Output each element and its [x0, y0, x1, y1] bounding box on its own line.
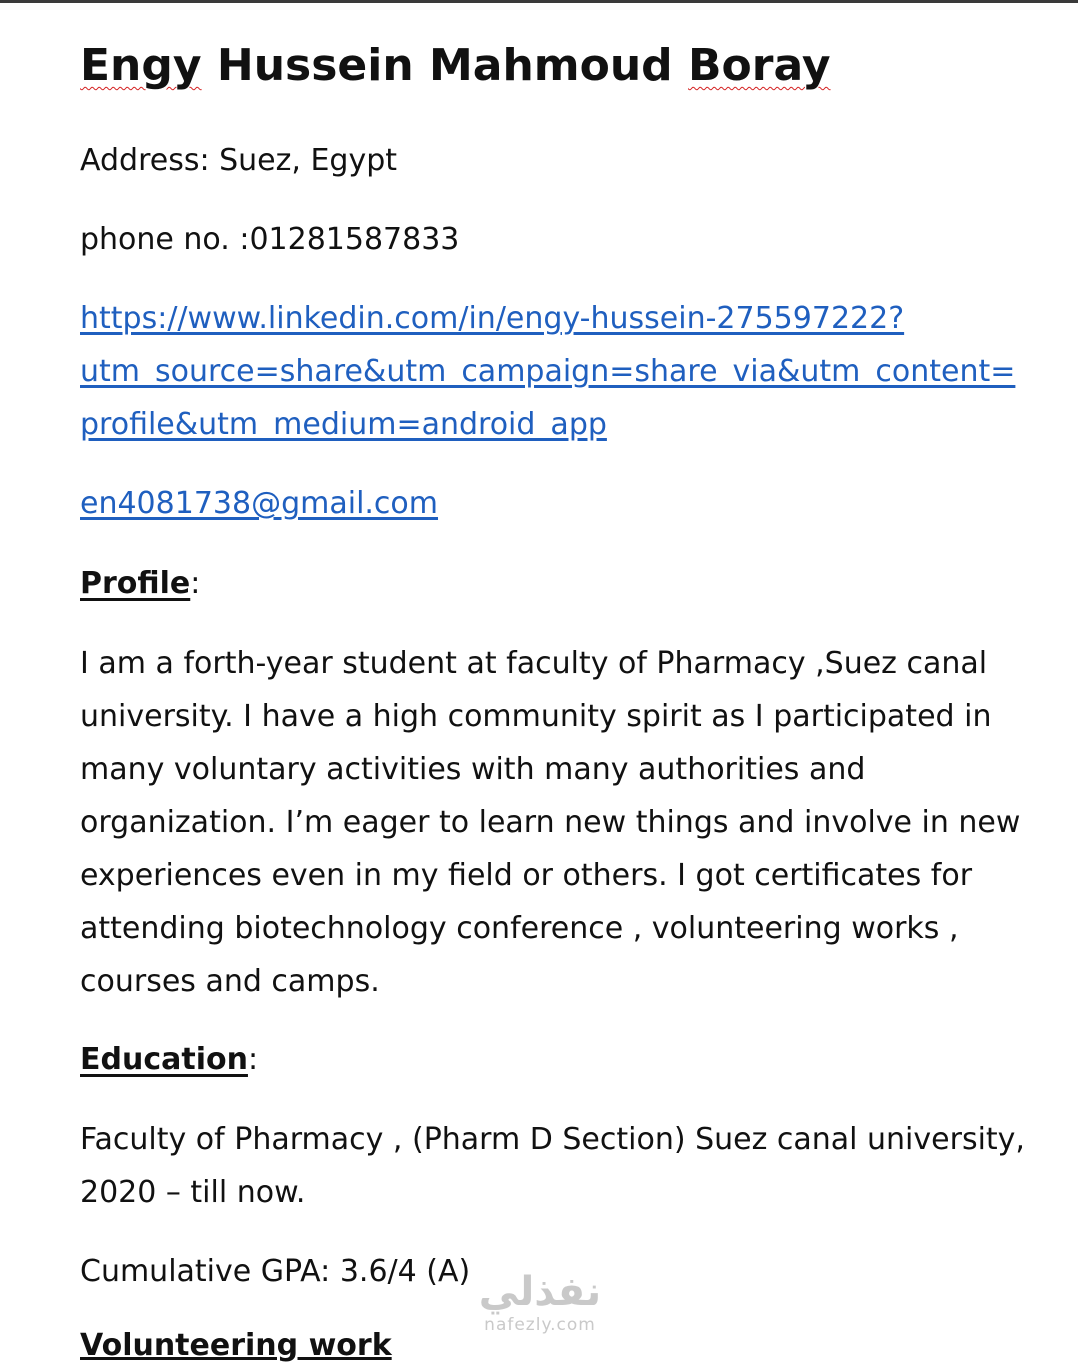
linkedin-link[interactable]: [80, 292, 1016, 451]
email-link[interactable]: en4081738@gmail.com: [80, 486, 439, 521]
watermark: [470, 1270, 610, 1336]
education-heading-text: Education: [80, 1042, 248, 1077]
top-border: [0, 0, 1078, 3]
resume-name: [80, 40, 831, 91]
education-line: Faculty of Pharmacy , (Pharm D Section) Suez canal university,: [80, 1122, 1025, 1157]
linkedin-line-3[interactable]: profile&utm_medium=android_app: [80, 407, 607, 442]
phone-line: phone no. :01281587833: [80, 222, 460, 257]
email-line[interactable]: [80, 477, 438, 530]
education-heading-colon: :: [247, 1042, 259, 1077]
watermark-arabic: نفذلي: [478, 1269, 602, 1315]
watermark-latin: nafezly.com: [484, 1315, 596, 1335]
education-line: 2020 – till now.: [80, 1175, 306, 1210]
name-first: Engy: [80, 40, 202, 91]
profile-line: I am a forth-year student at faculty of Pharmacy ,Suez canal: [80, 646, 988, 681]
profile-line: attending biotechnology conference , volunteering works ,: [80, 911, 959, 946]
name-last: Boray: [688, 40, 831, 91]
address-line: Address: Suez, Egypt: [80, 143, 398, 178]
profile-heading-colon: :: [190, 566, 201, 601]
education-paragraph: [80, 1113, 1025, 1219]
volunteering-heading-partial: Volunteering work: [80, 1328, 392, 1363]
profile-heading-text: Profile: [80, 566, 191, 601]
linkedin-line-2[interactable]: utm_source=share&utm_campaign=share_via&utm_content=: [80, 354, 1016, 389]
profile-paragraph: [80, 637, 1021, 1008]
linkedin-line-1[interactable]: https://www.linkedin.com/in/engy-hussein-275597222?: [80, 301, 905, 336]
education-heading: [80, 1042, 258, 1077]
profile-line: university. I have a high community spirit as I participated in: [80, 699, 992, 734]
profile-heading: [80, 566, 200, 601]
profile-line: experiences even in my field or others. I got certificates for: [80, 858, 973, 893]
profile-line: courses and camps.: [80, 964, 380, 999]
name-middle: Hussein Mahmoud: [216, 40, 673, 91]
gpa-line: Cumulative GPA: 3.6/4 (A): [80, 1254, 471, 1289]
profile-line: organization. I’m eager to learn new things and involve in new: [80, 805, 1021, 840]
profile-line: many voluntary activities with many authorities and: [80, 752, 866, 787]
